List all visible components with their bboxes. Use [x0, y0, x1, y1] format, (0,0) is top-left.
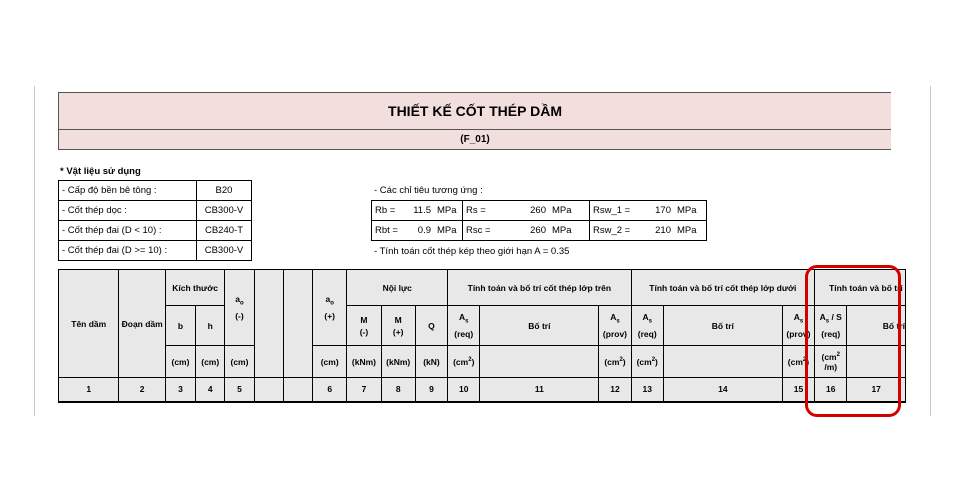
material-label: - Cấp độ bền bê tông : [59, 181, 197, 201]
design-sheet [58, 92, 905, 422]
col-b: b [165, 306, 195, 346]
as-prov-top-text: (prov) [602, 328, 628, 339]
material-row [59, 181, 252, 201]
rb-unit: MPa [434, 201, 463, 221]
rbt-label: Rbt = [372, 221, 407, 241]
unit-per-m-text: /m) [824, 362, 838, 373]
col-as-s-req: $A_s$ / S (req) [815, 306, 847, 346]
col-number: 6 [313, 378, 347, 402]
materials-table [58, 180, 252, 261]
col-number: 17 [847, 378, 906, 402]
page-margin-right [930, 86, 931, 416]
col-h: h [196, 306, 225, 346]
unit-a0-minus: (cm) [225, 346, 254, 378]
col-bo-tri-bottom: Bố trí [663, 306, 782, 346]
col-stirrup-group: Tính toán và bố trí [815, 270, 906, 306]
col-blank-1 [254, 270, 283, 378]
rsw1-unit: MPa [674, 201, 707, 221]
col-number: 12 [599, 378, 631, 402]
rb-label: Rb = [372, 201, 407, 221]
col-m-minus [347, 306, 381, 346]
col-as-prov-bottom: $A_s$ (prov) [782, 306, 814, 346]
material-value[interactable]: CB240-T [197, 221, 252, 241]
rsw1-label: Rsw_1 = [590, 201, 641, 221]
unit-cm2m-text: (cm [821, 351, 837, 362]
col-bottom-group: Tính toán và bố trí cốt thép lớp dưới [631, 270, 815, 306]
m-minus-sign: (-) [359, 326, 369, 337]
as-prov-bottom-text: (prov) [786, 328, 811, 339]
rsw2-value[interactable]: 210 [640, 221, 674, 241]
as-req-top-text: (req) [454, 328, 474, 339]
rsc-label: Rsc = [463, 221, 514, 241]
material-label: - Cốt thép đai (D < 10) : [59, 221, 197, 241]
material-label: - Cốt thép dọc : [59, 201, 197, 221]
header-row-2 [59, 306, 906, 346]
col-number: 3 [165, 378, 195, 402]
sheet-title [58, 92, 891, 130]
col-number: 5 [225, 378, 254, 402]
col-as-req-bottom: $A_s$ (req) [631, 306, 663, 346]
column-number-row [59, 378, 906, 402]
rbt-value[interactable]: 0.9 [406, 221, 434, 241]
a0-plus-sign: (+) [324, 310, 335, 321]
page-margin-left [34, 86, 35, 416]
col-number: 16 [815, 378, 847, 402]
unit-as-prov-top: $(cm^2)$ [599, 346, 631, 378]
unit-a0-plus: (cm) [313, 346, 347, 378]
col-blank-2 [283, 270, 312, 378]
rs-value[interactable]: 260 [513, 201, 549, 221]
unit-q: (kN) [415, 346, 447, 378]
rbt-unit: MPa [434, 221, 463, 241]
col-number: 10 [448, 378, 480, 402]
col-top-group: Tính toán và bố trí cốt thép lớp trên [448, 270, 631, 306]
col-m-plus [381, 306, 415, 346]
as-s-text: / S [831, 312, 842, 323]
col-number: 7 [347, 378, 381, 402]
spec-row [372, 201, 707, 221]
sheet-subtitle [58, 130, 891, 150]
m-plus-sign: (+) [392, 326, 404, 337]
col-doan-dam: Đoạn dầm [119, 270, 165, 378]
materials-heading: * Vật liệu sử dụng [60, 166, 141, 177]
col-kich-thuoc: Kích thước [165, 270, 224, 306]
spec-row [372, 221, 707, 241]
col-number: 1 [59, 378, 119, 402]
col-q: Q [415, 306, 447, 346]
material-value[interactable]: CB300-V [197, 201, 252, 221]
unit-m-minus: (kNm) [347, 346, 381, 378]
rsw2-unit: MPa [674, 221, 707, 241]
unit-as-req-bottom: $(cm^2)$ [631, 346, 663, 378]
unit-m-plus: (kNm) [381, 346, 415, 378]
rs-label: Rs = [463, 201, 514, 221]
header-row-1 [59, 270, 906, 306]
rb-value[interactable]: 11.5 [406, 201, 434, 221]
col-as-prov-top: $A_s$ (prov) [599, 306, 631, 346]
highlight-box [805, 265, 901, 417]
unit-cm2-text: (cm [636, 356, 652, 367]
col-as-req-top: $A_s$ (req) [448, 306, 480, 346]
col-number: 14 [663, 378, 782, 402]
col-number: 8 [381, 378, 415, 402]
unit-as-req-top: $(cm^2)$ [448, 346, 480, 378]
col-ten-dam: Tên dầm [59, 270, 119, 378]
unit-cm2-text: (cm [787, 356, 803, 367]
col-bo-tri-stirrup: Bố trí [847, 306, 906, 346]
col-bo-tri-top: Bố trí [480, 306, 599, 346]
col-number: 4 [196, 378, 225, 402]
header-row-3 [59, 346, 906, 378]
col-number: 11 [480, 378, 599, 402]
material-row [59, 221, 252, 241]
sheet-title-text: THIẾT KẾ CỐT THÉP DẦM [388, 103, 562, 119]
col-number [283, 378, 312, 402]
rsc-value[interactable]: 260 [513, 221, 549, 241]
rsc-unit: MPa [549, 221, 590, 241]
col-a0-plus: $a_o$ (+) [313, 270, 347, 346]
as-s-req-text: (req) [821, 328, 841, 339]
rsw1-value[interactable]: 170 [640, 201, 674, 221]
unit-cm2-text: (cm [604, 356, 620, 367]
col-a0-minus: $a_o$ (-) [225, 270, 254, 346]
unit-bo-tri-bottom [663, 346, 782, 378]
col-number: 2 [119, 378, 165, 402]
rs-unit: MPa [549, 201, 590, 221]
specs-heading: - Các chỉ tiêu tương ứng : [374, 185, 483, 196]
material-row [59, 241, 252, 261]
material-value[interactable]: B20 [197, 181, 252, 201]
col-number: 15 [782, 378, 814, 402]
sheet-subtitle-text: (F_01) [460, 134, 490, 145]
m-minus-label: M [360, 314, 368, 325]
material-label: - Cốt thép đai (D >= 10) : [59, 241, 197, 261]
material-value[interactable]: CB300-V [197, 241, 252, 261]
beam-design-table [58, 269, 906, 403]
material-row [59, 201, 252, 221]
col-number: 13 [631, 378, 663, 402]
rsw2-label: Rsw_2 = [590, 221, 641, 241]
col-noi-luc: Nội lực [347, 270, 448, 306]
unit-b: (cm) [165, 346, 195, 378]
m-plus-label: M [394, 314, 402, 325]
unit-h: (cm) [196, 346, 225, 378]
unit-as-s: ($cm^2$ /m) [815, 346, 847, 378]
specs-note: - Tính toán cốt thép kép theo giới hạn A = 0.35 [374, 246, 570, 257]
specs-table [371, 200, 707, 241]
unit-bo-tri-top [480, 346, 599, 378]
a0-minus-sign: (-) [235, 310, 244, 321]
col-number [254, 378, 283, 402]
unit-as-prov-bottom: $(cm^2)$ [782, 346, 814, 378]
as-req-bottom-text: (req) [637, 328, 657, 339]
col-number: 9 [415, 378, 447, 402]
unit-cm2-text: (cm [453, 356, 469, 367]
